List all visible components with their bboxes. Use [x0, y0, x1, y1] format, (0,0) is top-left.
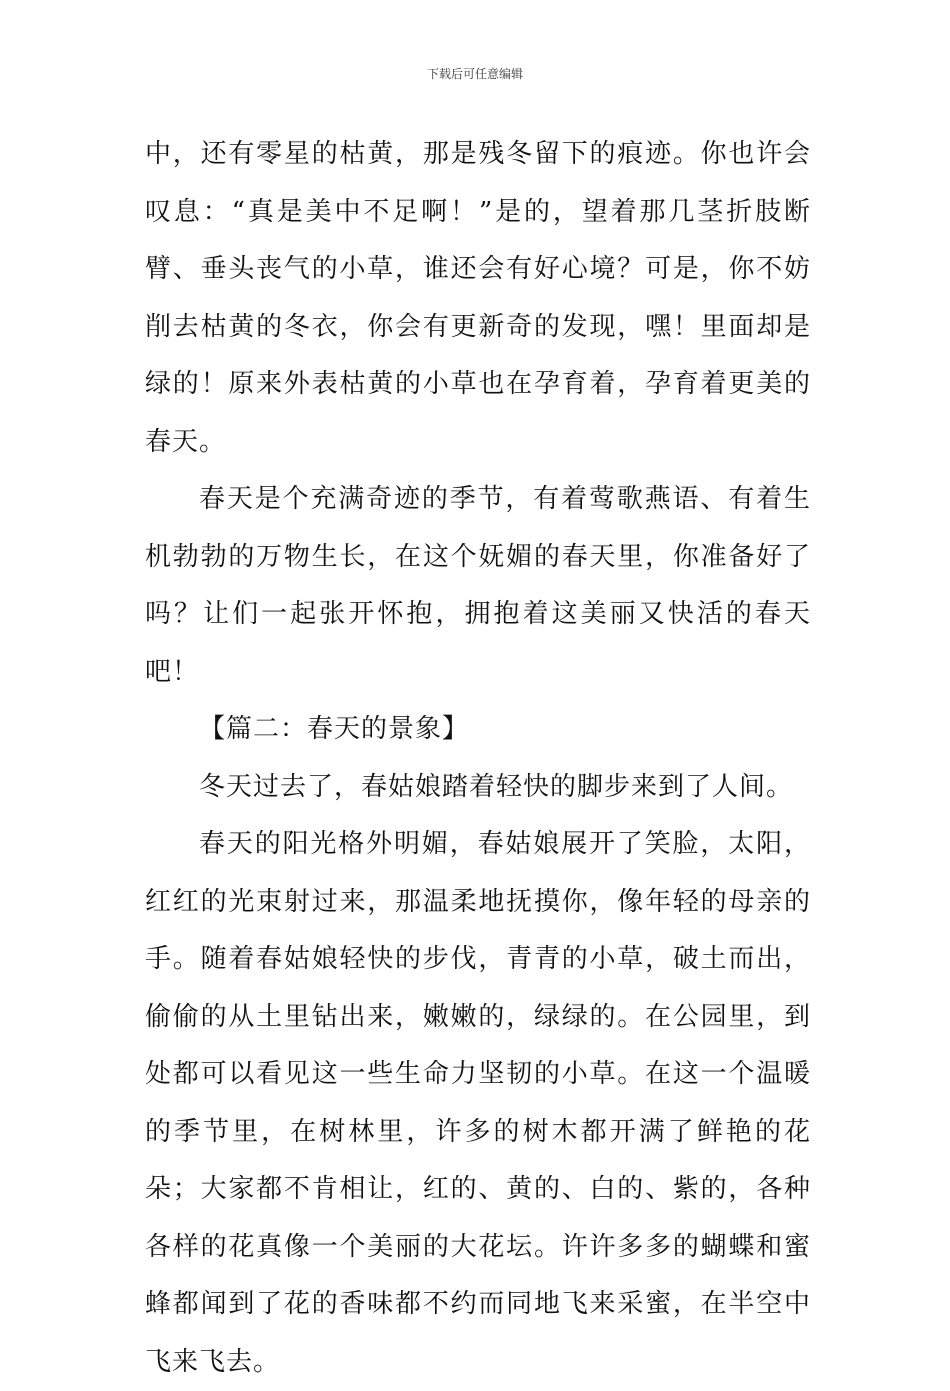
paragraph-spring-miracle: 春天是个充满奇迹的季节，有着莺歌燕语、有着生机勃勃的万物生长，在这个妩媚的春天里，你准备好了吗？让们一起张开怀抱，拥抱着这美丽又快活的春天吧！: [145, 484, 811, 687]
paragraph-spring-sunshine: 春天的阳光格外明媚，春姑娘展开了笑脸，太阳，红红的光束射过来，那温柔地抚摸你，像年轻的母亲的手。随着春姑娘轻快的步伐，青青的小草，破土而出，偷偷的从土里钻出来，嫩嫩的，绿绿的。在公园里，到处都可以看见这一些生命力坚韧的小草。在这一个温暖的季节里，在树林里，许多的树木都开满了鲜艳的花朵；大家都不肯相让，红的、黄的、白的、紫的，各种各样的花真像一个美丽的大花坛。许许多多的蝴蝶和蜜蜂都闻到了花的香味都不约而同地飞来采蜜，在半空中飞来飞去。: [145, 829, 811, 1377]
section-heading: 【篇二：春天的景象】: [199, 714, 470, 744]
paragraph-winter-passed: 冬天过去了，春姑娘踏着轻快的脚步来到了人间。: [199, 771, 794, 802]
document-body: [145, 126, 811, 1391]
paragraph-continuation: 中，还有零星的枯黄，那是残冬留下的痕迹。你也许会叹息：“真是美中不足啊！”是的，望着那几茎折肢断臂、垂头丧气的小草，谁还会有好心境？可是，你不妨削去枯黄的冬衣，你会有更新奇的发现，嘿！里面却是绿的！原来外表枯黄的小草也在孕育着，孕育着更美的春天。: [145, 139, 811, 457]
page-header: 下载后可任意编辑: [426, 67, 523, 81]
